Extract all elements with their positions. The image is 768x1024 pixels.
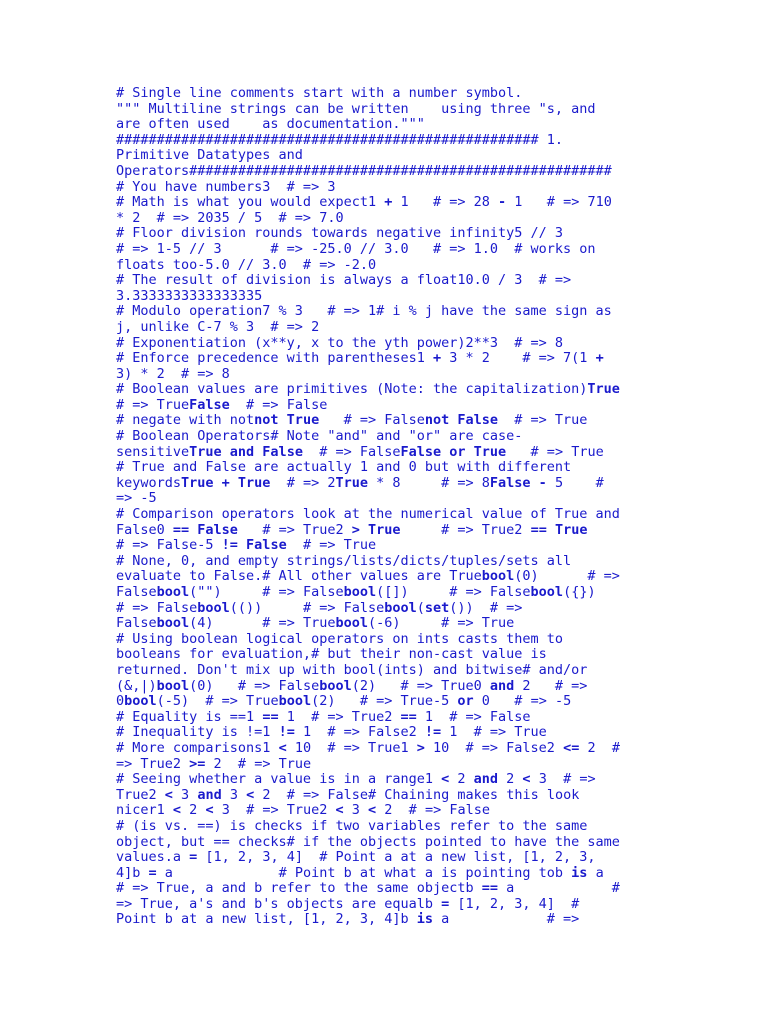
code-line — [116, 710, 656, 726]
code-text: """ Multiline strings can be written using three "s, and — [116, 100, 596, 117]
code-line — [116, 507, 656, 523]
code-line — [116, 757, 656, 773]
code-text: # Enforce precedence with parentheses1 — [116, 350, 433, 367]
code-keyword: False — [189, 396, 230, 413]
code-line — [116, 460, 656, 476]
code-keyword: == False — [172, 521, 238, 538]
code-text: 10 # => True1 — [286, 739, 417, 756]
code-line — [116, 445, 656, 461]
code-line — [116, 538, 656, 554]
code-keyword: not False — [424, 412, 499, 429]
code-keyword: bool — [481, 568, 515, 585]
code-text: Point b at a new list, [1, 2, 3, 4]b — [116, 911, 417, 928]
code-text: 3 # => True2 — [213, 802, 336, 819]
code-keyword: False or True — [400, 443, 507, 460]
code-keyword: bool — [319, 677, 352, 694]
code-document — [116, 86, 656, 928]
code-text: (0) # => False — [189, 677, 320, 694]
code-line — [116, 117, 656, 133]
code-line — [116, 694, 656, 710]
code-text: # => True, a and b refer to the same objectb — [116, 880, 482, 897]
code-text: # Seeing whether a value is in a range1 — [116, 771, 442, 788]
code-text: # The result of division is always a float10.0 / 3 # => — [116, 272, 572, 289]
code-text: # Boolean Operators# Note "and" and "or" are case- — [116, 428, 523, 445]
code-line — [116, 803, 656, 819]
code-keyword: < — [441, 771, 450, 788]
code-text: keywords — [116, 474, 182, 491]
code-text: 1 # => True — [441, 724, 547, 741]
code-line — [116, 258, 656, 274]
code-text: 5 # — [554, 474, 604, 491]
code-text: 2 # => False# Chaining makes this look — [254, 786, 580, 803]
code-line — [116, 616, 656, 632]
code-text: 3 * 2 # => 7(1 — [441, 350, 596, 367]
code-line — [116, 133, 656, 149]
code-text: # More comparisons1 — [116, 739, 279, 756]
code-keyword: bool — [343, 584, 377, 600]
code-keyword: is — [416, 911, 433, 928]
code-text: object, but == checks# if the objects pointed to have the same — [116, 833, 620, 850]
code-text: # negate with not — [116, 412, 255, 429]
code-keyword: and — [473, 771, 499, 788]
code-line — [116, 554, 656, 570]
code-line — [116, 788, 656, 804]
code-text: # => True — [286, 537, 377, 554]
code-text: False — [116, 584, 157, 600]
code-line — [116, 102, 656, 118]
code-text: # You have numbers3 # => 3 — [116, 178, 336, 195]
code-keyword: = — [441, 895, 450, 912]
code-keyword: = — [189, 849, 198, 866]
code-text: j, unlike C-7 % 3 # => 2 — [116, 318, 320, 335]
code-line — [116, 585, 656, 601]
code-keyword: < — [164, 786, 173, 803]
code-text: ("") # => False — [189, 584, 344, 600]
code-text: => True2 — [116, 755, 190, 772]
code-text: 0 # => -5 — [473, 693, 572, 710]
code-text: # => 2 — [270, 474, 336, 491]
code-text: 1 # => False2 — [294, 724, 425, 741]
code-keyword: not True — [254, 412, 320, 429]
code-text: # Exponentiation (x**y, x to the yth power)2**3 # => 8 — [116, 334, 564, 351]
code-text: (2) # => True-5 — [311, 693, 458, 710]
code-text: # => True2 — [400, 521, 531, 538]
code-keyword: bool — [156, 615, 190, 632]
code-line — [116, 647, 656, 663]
code-line — [116, 897, 656, 913]
code-keyword: + — [432, 350, 442, 367]
code-text: => -5 — [116, 490, 157, 507]
code-line — [116, 382, 656, 398]
code-keyword: < — [368, 802, 377, 819]
code-line — [116, 835, 656, 851]
code-text: 2 — [181, 802, 206, 819]
code-text: => True, a's and b's objects are equalb — [116, 895, 442, 912]
code-text: (0) # => — [514, 568, 620, 585]
code-keyword: and — [489, 677, 515, 694]
code-text: floats too-5.0 // 3.0 # => -2.0 — [116, 256, 377, 273]
code-keyword: True — [335, 474, 368, 491]
code-text: True2 — [116, 786, 165, 803]
code-text: ({}) — [563, 584, 596, 600]
code-line — [116, 569, 656, 585]
code-line — [116, 242, 656, 258]
code-text: ( — [416, 599, 425, 616]
code-line — [116, 523, 656, 539]
code-text: a # Point b at what a is pointing tob — [156, 864, 572, 881]
code-text: 1 # => 710 — [506, 194, 612, 211]
code-text: # => 1-5 // 3 # => -25.0 // 3.0 # => 1.0 # works on — [116, 240, 596, 257]
code-text: 2 — [449, 771, 474, 788]
code-line — [116, 351, 656, 367]
code-text: # Single line comments start with a number symbol. — [116, 85, 523, 101]
code-keyword: == — [400, 708, 417, 725]
code-text: 2 — [498, 771, 523, 788]
code-keyword: < — [278, 739, 287, 756]
code-text: 1 # => 28 — [392, 194, 499, 211]
code-text: a # => — [433, 911, 580, 928]
code-line — [116, 679, 656, 695]
code-line — [116, 336, 656, 352]
code-line — [116, 850, 656, 866]
code-text: # => True — [498, 412, 588, 429]
code-keyword: != — [278, 724, 295, 741]
code-text: values.a — [116, 849, 190, 866]
code-line — [116, 180, 656, 196]
code-text: a # — [498, 880, 620, 897]
code-text: 3 — [172, 786, 198, 803]
code-text: evaluate to False.# All other values are True — [116, 568, 482, 585]
code-keyword: is — [571, 864, 588, 881]
code-line — [116, 289, 656, 305]
code-text: # => True — [116, 396, 190, 413]
code-line — [116, 320, 656, 336]
code-keyword: bool — [530, 584, 564, 600]
code-keyword: > True — [351, 521, 401, 538]
code-line — [116, 663, 656, 679]
code-line — [116, 741, 656, 757]
code-text: 3) * 2 # => 8 — [116, 365, 230, 382]
code-line — [116, 195, 656, 211]
code-keyword: set — [424, 599, 450, 616]
code-text: (&,|) — [116, 677, 157, 694]
code-keyword: bool — [156, 677, 190, 694]
code-text: 1 # => False — [416, 708, 531, 725]
code-text: # => True2 — [237, 521, 352, 538]
code-text: 2 # => False — [376, 802, 490, 819]
code-keyword: < — [172, 802, 182, 819]
code-text: (4) # => True — [189, 615, 336, 632]
code-keyword: True and False — [189, 443, 303, 460]
code-line — [116, 632, 656, 648]
code-keyword: <= — [563, 739, 580, 756]
code-text: 4]b — [116, 864, 149, 881]
code-text: 2 # => True — [205, 755, 312, 772]
code-line — [116, 772, 656, 788]
code-text: False0 — [116, 521, 173, 538]
code-text: # => False — [319, 412, 425, 429]
code-text: (()) # => False — [229, 599, 385, 616]
code-text: #################################################### 1. — [116, 131, 564, 148]
code-text: # Math is what you would expect1 — [116, 194, 385, 211]
code-text: 10 # => False2 — [424, 739, 564, 756]
code-line — [116, 226, 656, 242]
code-line — [116, 164, 656, 180]
code-text: # Equality is ==1 — [116, 708, 263, 725]
code-keyword: == — [262, 708, 279, 725]
code-line — [116, 86, 656, 102]
code-keyword: == True — [530, 521, 588, 538]
code-line — [116, 304, 656, 320]
code-text: are often used as documentation.""" — [116, 116, 425, 133]
code-text: # => False — [116, 599, 198, 616]
code-text: # Boolean values are primitives (Note: the capitalization) — [116, 381, 588, 398]
code-line — [116, 601, 656, 617]
code-text: (-5) # => True — [156, 693, 279, 710]
code-text: 3 — [221, 786, 247, 803]
code-keyword: and — [197, 786, 222, 803]
code-text: 3 — [343, 802, 369, 819]
code-keyword: = — [148, 864, 157, 881]
code-text: Primitive Datatypes and — [116, 147, 303, 164]
code-keyword: bool — [384, 599, 417, 616]
code-keyword: < — [205, 802, 214, 819]
code-text: * 8 # => 8 — [367, 474, 490, 491]
code-text: # Floor division rounds towards negative infinity5 // 3 — [116, 225, 564, 242]
code-line — [116, 413, 656, 429]
code-text: 3.3333333333333335 — [116, 287, 263, 304]
code-text: returned. Don't mix up with bool(ints) and bitwise# and/or — [116, 661, 588, 678]
code-keyword: bool — [156, 584, 190, 600]
code-text: (-6) # => True — [367, 615, 515, 632]
code-text: [1, 2, 3, 4] # Point a at a new list, [1, 2, 3, — [197, 849, 596, 866]
code-keyword: + — [384, 194, 393, 211]
code-text: # None, 0, and empty strings/lists/dicts/tuples/sets all — [116, 552, 572, 569]
code-keyword: bool — [278, 693, 312, 710]
code-keyword: < — [246, 786, 255, 803]
code-text: booleans for evaluation,# but their non-cast value is — [116, 646, 547, 663]
code-line — [116, 819, 656, 835]
code-line — [116, 476, 656, 492]
code-line — [116, 725, 656, 741]
code-text: 1 # => True2 — [278, 708, 401, 725]
code-keyword: > — [416, 739, 425, 756]
code-text: # Comparison operators look at the numerical value of True and — [116, 506, 620, 523]
code-text: # => True — [506, 443, 604, 460]
code-line — [116, 881, 656, 897]
code-text: ()) # => — [449, 599, 523, 616]
code-keyword: False - — [489, 474, 555, 491]
code-keyword: != — [424, 724, 442, 741]
code-line — [116, 273, 656, 289]
code-text: # (is vs. ==) is checks if two variables refer to the same — [116, 817, 588, 834]
code-line — [116, 211, 656, 227]
code-text: Operators#################################################### — [116, 162, 612, 179]
code-keyword: == — [481, 880, 499, 897]
code-text: * 2 # => 2035 / 5 # => 7.0 — [116, 209, 344, 226]
code-keyword: + — [595, 350, 604, 367]
code-text: # => False-5 — [116, 537, 222, 554]
code-text: ([]) # => False — [376, 584, 531, 600]
code-line — [116, 148, 656, 164]
code-text: # Inequality is !=1 — [116, 724, 279, 741]
code-text: 2 # => — [514, 677, 588, 694]
code-line — [116, 398, 656, 414]
code-keyword: bool — [335, 615, 368, 632]
code-text: # => False — [229, 396, 328, 413]
code-keyword: < — [335, 802, 344, 819]
code-line — [116, 367, 656, 383]
code-text: (2) # => True0 — [351, 677, 490, 694]
code-text: # Using boolean logical operators on ints casts them to — [116, 630, 564, 647]
code-keyword: True + True — [181, 474, 271, 491]
code-line — [116, 912, 656, 928]
code-text: # True and False are actually 1 and 0 but with different — [116, 459, 572, 476]
code-text: 2 # — [579, 739, 620, 756]
code-keyword: bool — [124, 693, 157, 710]
code-keyword: - — [498, 194, 507, 211]
code-keyword: < — [522, 771, 531, 788]
code-text: 3 # => — [530, 771, 596, 788]
code-text: nicer1 — [116, 802, 173, 819]
code-text: 0 — [116, 693, 125, 710]
code-keyword: or — [457, 693, 474, 710]
code-text: False — [116, 615, 157, 632]
code-text: a — [587, 864, 604, 881]
code-line — [116, 429, 656, 445]
code-text: [1, 2, 3, 4] # — [449, 895, 580, 912]
code-keyword: != False — [221, 537, 287, 554]
code-line — [116, 491, 656, 507]
code-keyword: bool — [197, 599, 230, 616]
code-text: # Modulo operation7 % 3 # => 1# i % j have the same sign as — [116, 303, 612, 320]
code-keyword: >= — [189, 755, 206, 772]
code-line — [116, 866, 656, 882]
code-keyword: True — [587, 381, 620, 398]
code-text: sensitive — [116, 443, 190, 460]
code-text: # => False — [302, 443, 401, 460]
